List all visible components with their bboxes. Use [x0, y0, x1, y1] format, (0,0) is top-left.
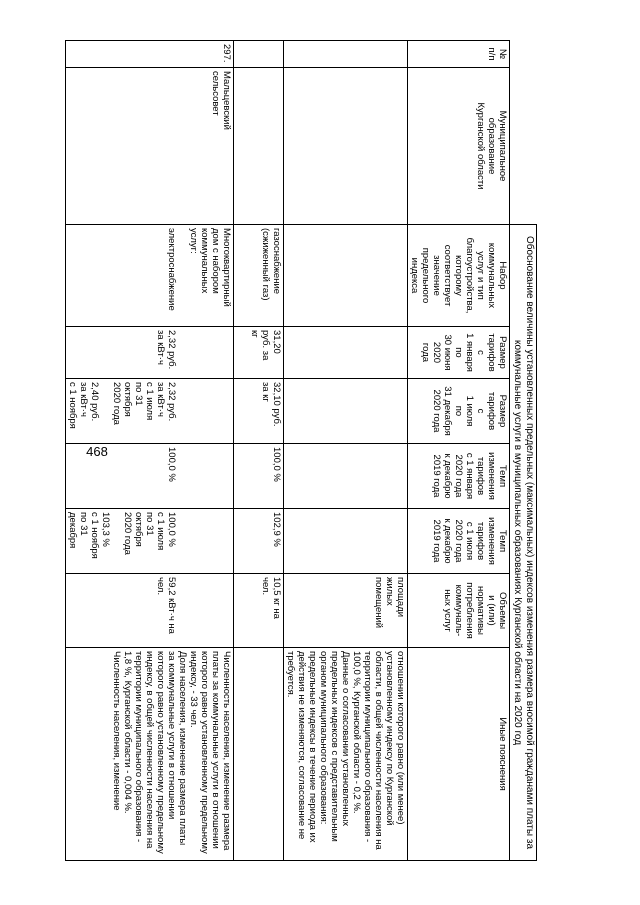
cell-rate-jan	[284, 444, 408, 509]
cell-volume: 10,5 кг на чел.	[234, 574, 284, 648]
cell-rate-jan: 100,0 %	[234, 444, 284, 509]
cell-tariff-jul	[284, 379, 408, 444]
table-caption: Обоснование величины установленных предельных (максимальных) индексов изменения размера вносимой гражданами платы за коммунальные услуги в муниципальных образованиях Курганской области на 2020 год	[510, 225, 537, 861]
cell-num	[234, 41, 284, 68]
cell-municipality	[284, 68, 408, 225]
cell-notes: отношении которого равно (или менее) установленному индексу по Курганской области, в общей численности населения на территории муниципального образования - 100,0 %, Курганской области - 0,2 %. Данные о согласовании установленных предельных индексов с представительным органом муниципального образования: предельные индексы в течение периода их действия не изменяются, согласование не требуется.	[284, 648, 408, 861]
header-volume: Объемы и (или) нормативы потребления коммуналь- ных услуг	[408, 574, 510, 648]
cell-service-set	[284, 225, 408, 327]
header-rate-jul: Темп изменения тарифов с 1 июля 2020 года к декабрю 2019 года	[408, 509, 510, 574]
cell-municipality	[234, 68, 284, 225]
tariff-index-table	[65, 40, 537, 861]
header-tariff-jan: Размер тарифов с 1 января по 30 июня 2020 года	[408, 327, 510, 379]
cell-service-set: газоснабжение (сжиженный газ)	[234, 225, 284, 327]
cell-notes: Численность населения, изменение размера платы за коммунальные услуги в отношении которого равно установленному предельному индексу, - 33 чел. Доля населения, изменение размера платы за коммунальные услуги в отношении которого равно установленному предельному индексу, в общей численности населения на территории муниципального образования - 1,8 %, Курганской области - 0,004 %. Численность населения, изменение	[66, 648, 234, 861]
table-row	[66, 41, 234, 861]
cell-volume: 59,2 кВт·ч на чел.	[66, 574, 234, 648]
cell-tariff-jan	[284, 327, 408, 379]
table-row	[284, 41, 408, 861]
cell-tariff-jan: 2,32 руб. за кВт·ч	[66, 327, 234, 379]
cell-tariff-jul: 32,10 руб. за кг	[234, 379, 284, 444]
cell-tariff-jul: 2,32 руб. за кВт·ч с 1 июля по 31 октября 2020 года 2,40 руб. за кВт·ч с 1 ноября	[66, 379, 234, 444]
cell-num	[284, 41, 408, 68]
page-number: 468	[86, 444, 108, 459]
table-header-row	[408, 41, 510, 861]
header-notes: Иные пояснения	[408, 648, 510, 861]
cell-notes	[234, 648, 284, 861]
cell-municipality: Мальцевский сельсовет	[66, 68, 234, 225]
cell-tariff-jan: 31,20 руб. за кг	[234, 327, 284, 379]
header-num: № п/п	[408, 41, 510, 68]
table-row	[234, 41, 284, 861]
header-municipality: Муниципальное образование Курганской области	[408, 68, 510, 225]
cell-rate-jul: 102,9 %	[234, 509, 284, 574]
cell-rate-jul	[284, 509, 408, 574]
cell-rate-jan: 100,0 %	[66, 444, 234, 509]
header-tariff-jul: Размер тарифов с 1 июля по 31 декабря 2020 года	[408, 379, 510, 444]
cell-service-set: Многоквартирный дом с набором коммунальных услуг: электроснабжение	[66, 225, 234, 327]
cell-rate-jul: 100,0 % с 1 июля по 31 октября 2020 года 103,3 % с 1 ноября по 31 декабря	[66, 509, 234, 574]
header-rate-jan: Темп изменения тарифов с 1 января 2020 года к декабрю 2019 года	[408, 444, 510, 509]
header-service-set: Набор коммунальных услуг и тип благоустройства, которому соответствует значение предельного индекса	[408, 225, 510, 327]
cell-num: 297.	[66, 41, 234, 68]
cell-volume: площади жилых помещений	[284, 574, 408, 648]
